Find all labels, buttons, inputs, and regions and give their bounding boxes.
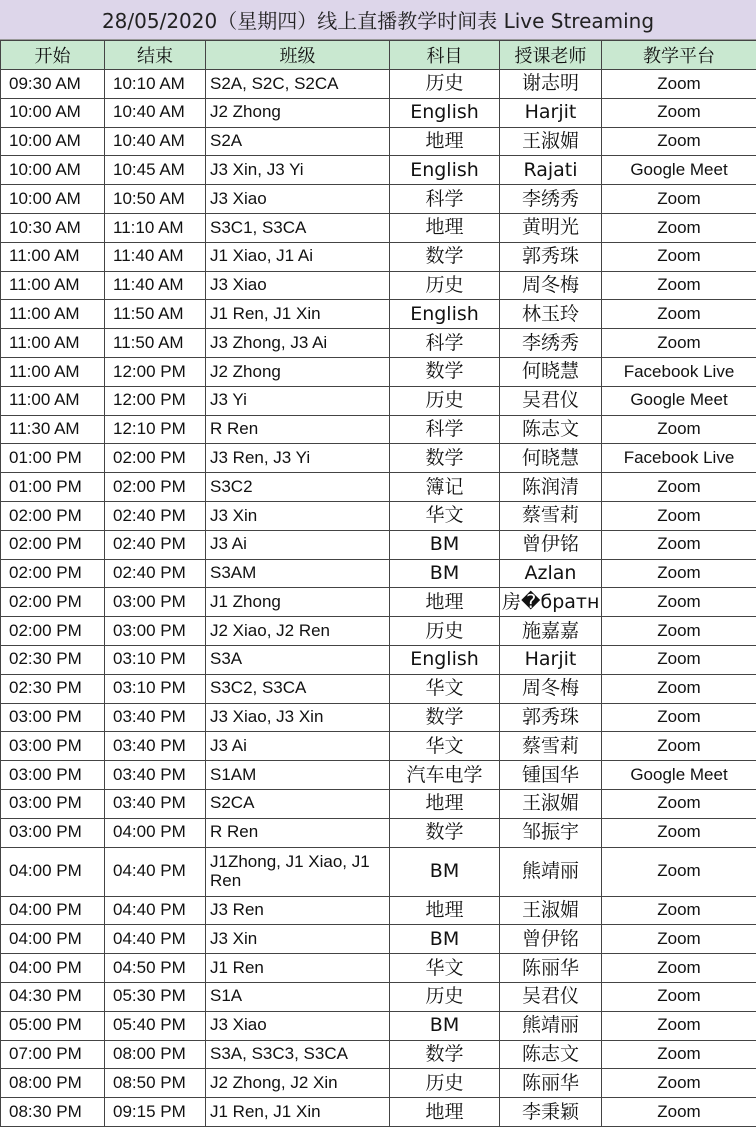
end-time-cell: 03:40 PM xyxy=(105,761,206,790)
table-row xyxy=(1,70,756,99)
header-class: 班级 xyxy=(206,41,390,70)
start-time-cell: 11:00 AM xyxy=(1,357,105,386)
table-row xyxy=(1,415,756,444)
subject-cell: 科学 xyxy=(390,329,500,358)
start-time-cell: 07:00 PM xyxy=(1,1040,105,1069)
platform-cell: Zoom xyxy=(602,530,756,559)
start-time-cell: 04:30 PM xyxy=(1,982,105,1011)
table-row xyxy=(1,444,756,473)
table-row xyxy=(1,156,756,185)
end-time-cell: 03:10 PM xyxy=(105,645,206,674)
subject-cell: 历史 xyxy=(390,1069,500,1098)
subject-cell: English xyxy=(390,98,500,127)
subject-cell: 历史 xyxy=(390,982,500,1011)
class-cell: J3 Ai xyxy=(206,732,390,761)
subject-cell: 地理 xyxy=(390,213,500,242)
platform-cell: Zoom xyxy=(602,271,756,300)
teacher-cell: Rajati xyxy=(500,156,602,185)
table-row xyxy=(1,847,756,896)
table-row xyxy=(1,1011,756,1040)
table-row xyxy=(1,925,756,954)
end-time-cell: 04:40 PM xyxy=(105,847,206,896)
class-cell: J3 Ren, J3 Yi xyxy=(206,444,390,473)
teacher-cell: 谢志明 xyxy=(500,70,602,99)
subject-cell: 数学 xyxy=(390,818,500,847)
start-time-cell: 02:00 PM xyxy=(1,617,105,646)
header-end: 结束 xyxy=(105,41,206,70)
table-row xyxy=(1,271,756,300)
header-platform: 教学平台 xyxy=(602,41,756,70)
subject-cell: English xyxy=(390,645,500,674)
end-time-cell: 08:00 PM xyxy=(105,1040,206,1069)
teacher-cell: 锺国华 xyxy=(500,761,602,790)
start-time-cell: 08:30 PM xyxy=(1,1098,105,1127)
end-time-cell: 04:40 PM xyxy=(105,925,206,954)
subject-cell: BM xyxy=(390,559,500,588)
end-time-cell: 04:00 PM xyxy=(105,818,206,847)
platform-cell: Zoom xyxy=(602,954,756,983)
class-cell: J2 Zhong xyxy=(206,357,390,386)
teacher-cell: 何晓慧 xyxy=(500,357,602,386)
start-time-cell: 10:00 AM xyxy=(1,156,105,185)
start-time-cell: 02:00 PM xyxy=(1,588,105,617)
end-time-cell: 10:10 AM xyxy=(105,70,206,99)
platform-cell: Zoom xyxy=(602,415,756,444)
subject-cell: 历史 xyxy=(390,271,500,300)
table-row xyxy=(1,386,756,415)
subject-cell: 科学 xyxy=(390,185,500,214)
end-time-cell: 03:00 PM xyxy=(105,617,206,646)
teacher-cell: 王淑媚 xyxy=(500,896,602,925)
teacher-cell: Azlan xyxy=(500,559,602,588)
class-cell: S2A, S2C, S2CA xyxy=(206,70,390,99)
teacher-cell: 蔡雪莉 xyxy=(500,501,602,530)
end-time-cell: 04:50 PM xyxy=(105,954,206,983)
teacher-cell: 王淑媚 xyxy=(500,789,602,818)
end-time-cell: 02:40 PM xyxy=(105,530,206,559)
teacher-cell: 李秉颖 xyxy=(500,1098,602,1127)
table-row xyxy=(1,896,756,925)
class-cell: J3 Xiao xyxy=(206,1011,390,1040)
start-time-cell: 02:00 PM xyxy=(1,501,105,530)
start-time-cell: 02:30 PM xyxy=(1,674,105,703)
end-time-cell: 08:50 PM xyxy=(105,1069,206,1098)
table-row xyxy=(1,645,756,674)
class-cell: S1A xyxy=(206,982,390,1011)
platform-cell: Zoom xyxy=(602,213,756,242)
teacher-cell: 熊靖丽 xyxy=(500,1011,602,1040)
teacher-cell: 曾伊铭 xyxy=(500,925,602,954)
subject-cell: BM xyxy=(390,1011,500,1040)
end-time-cell: 05:40 PM xyxy=(105,1011,206,1040)
class-cell: J3 Yi xyxy=(206,386,390,415)
platform-cell: Zoom xyxy=(602,789,756,818)
start-time-cell: 01:00 PM xyxy=(1,444,105,473)
class-cell: J1 Ren, J1 Xin xyxy=(206,300,390,329)
end-time-cell: 10:40 AM xyxy=(105,98,206,127)
table-row xyxy=(1,473,756,502)
end-time-cell: 10:40 AM xyxy=(105,127,206,156)
platform-cell: Zoom xyxy=(602,300,756,329)
table-row xyxy=(1,818,756,847)
subject-cell: 地理 xyxy=(390,896,500,925)
header-row xyxy=(1,41,756,70)
subject-cell: 数学 xyxy=(390,444,500,473)
end-time-cell: 09:15 PM xyxy=(105,1098,206,1127)
class-cell: R Ren xyxy=(206,818,390,847)
page-title: 28/05/2020（星期四）线上直播教学时间表 Live Streaming xyxy=(0,0,756,40)
table-row xyxy=(1,98,756,127)
class-cell: S3C1, S3CA xyxy=(206,213,390,242)
start-time-cell: 08:00 PM xyxy=(1,1069,105,1098)
subject-cell: 历史 xyxy=(390,386,500,415)
platform-cell: Zoom xyxy=(602,185,756,214)
end-time-cell: 12:00 PM xyxy=(105,357,206,386)
class-cell: J3 Xiao, J3 Xin xyxy=(206,703,390,732)
platform-cell: Facebook Live xyxy=(602,357,756,386)
class-cell: J1 Xiao, J1 Ai xyxy=(206,242,390,271)
table-row xyxy=(1,761,756,790)
class-cell: J1 Ren, J1 Xin xyxy=(206,1098,390,1127)
class-cell: R Ren xyxy=(206,415,390,444)
subject-cell: 汽车电学 xyxy=(390,761,500,790)
class-cell: J3 Xin xyxy=(206,501,390,530)
platform-cell: Zoom xyxy=(602,588,756,617)
end-time-cell: 04:40 PM xyxy=(105,896,206,925)
start-time-cell: 11:00 AM xyxy=(1,300,105,329)
platform-cell: Zoom xyxy=(602,1011,756,1040)
platform-cell: Zoom xyxy=(602,925,756,954)
start-time-cell: 01:00 PM xyxy=(1,473,105,502)
teacher-cell: Harjit xyxy=(500,645,602,674)
teacher-cell: 施嘉嘉 xyxy=(500,617,602,646)
end-time-cell: 03:40 PM xyxy=(105,732,206,761)
subject-cell: 华文 xyxy=(390,732,500,761)
start-time-cell: 04:00 PM xyxy=(1,847,105,896)
teacher-cell: 李绣秀 xyxy=(500,185,602,214)
platform-cell: Zoom xyxy=(602,127,756,156)
start-time-cell: 02:00 PM xyxy=(1,559,105,588)
platform-cell: Zoom xyxy=(602,1069,756,1098)
start-time-cell: 05:00 PM xyxy=(1,1011,105,1040)
end-time-cell: 02:40 PM xyxy=(105,501,206,530)
platform-cell: Zoom xyxy=(602,1098,756,1127)
end-time-cell: 03:40 PM xyxy=(105,703,206,732)
start-time-cell: 11:30 AM xyxy=(1,415,105,444)
table-row xyxy=(1,1040,756,1069)
teacher-cell: 吴君仪 xyxy=(500,982,602,1011)
teacher-cell: 陈丽华 xyxy=(500,1069,602,1098)
teacher-cell: 郭秀珠 xyxy=(500,242,602,271)
platform-cell: Google Meet xyxy=(602,156,756,185)
subject-cell: English xyxy=(390,156,500,185)
subject-cell: 数学 xyxy=(390,703,500,732)
teacher-cell: 陈志文 xyxy=(500,415,602,444)
start-time-cell: 11:00 AM xyxy=(1,329,105,358)
start-time-cell: 10:00 AM xyxy=(1,127,105,156)
class-cell: J3 Xin, J3 Yi xyxy=(206,156,390,185)
table-row xyxy=(1,329,756,358)
subject-cell: BM xyxy=(390,530,500,559)
table-row xyxy=(1,982,756,1011)
class-cell: J2 Xiao, J2 Ren xyxy=(206,617,390,646)
teacher-cell: 黄明光 xyxy=(500,213,602,242)
end-time-cell: 05:30 PM xyxy=(105,982,206,1011)
subject-cell: 华文 xyxy=(390,674,500,703)
subject-cell: BM xyxy=(390,925,500,954)
platform-cell: Zoom xyxy=(602,847,756,896)
subject-cell: 地理 xyxy=(390,588,500,617)
teacher-cell: 吴君仪 xyxy=(500,386,602,415)
teacher-cell: 蔡雪莉 xyxy=(500,732,602,761)
platform-cell: Zoom xyxy=(602,559,756,588)
end-time-cell: 12:00 PM xyxy=(105,386,206,415)
start-time-cell: 03:00 PM xyxy=(1,789,105,818)
platform-cell: Zoom xyxy=(602,818,756,847)
class-cell: J2 Zhong xyxy=(206,98,390,127)
platform-cell: Zoom xyxy=(602,732,756,761)
platform-cell: Zoom xyxy=(602,501,756,530)
table-row xyxy=(1,530,756,559)
class-cell: J3 Zhong, J3 Ai xyxy=(206,329,390,358)
table-row xyxy=(1,789,756,818)
class-cell: S3C2 xyxy=(206,473,390,502)
subject-cell: 华文 xyxy=(390,954,500,983)
table-row xyxy=(1,1069,756,1098)
subject-cell: 华文 xyxy=(390,501,500,530)
subject-cell: English xyxy=(390,300,500,329)
teacher-cell: 曾伊铭 xyxy=(500,530,602,559)
platform-cell: Facebook Live xyxy=(602,444,756,473)
table-row xyxy=(1,357,756,386)
subject-cell: 地理 xyxy=(390,127,500,156)
start-time-cell: 10:00 AM xyxy=(1,98,105,127)
teacher-cell: 陈润清 xyxy=(500,473,602,502)
platform-cell: Zoom xyxy=(602,329,756,358)
start-time-cell: 03:00 PM xyxy=(1,761,105,790)
subject-cell: 历史 xyxy=(390,617,500,646)
schedule-table xyxy=(0,40,756,1127)
platform-cell: Zoom xyxy=(602,982,756,1011)
start-time-cell: 10:30 AM xyxy=(1,213,105,242)
end-time-cell: 11:50 AM xyxy=(105,329,206,358)
end-time-cell: 02:00 PM xyxy=(105,444,206,473)
subject-cell: 数学 xyxy=(390,242,500,271)
end-time-cell: 11:10 AM xyxy=(105,213,206,242)
end-time-cell: 11:40 AM xyxy=(105,242,206,271)
end-time-cell: 12:10 PM xyxy=(105,415,206,444)
class-cell: J1Zhong, J1 Xiao, J1 Ren xyxy=(206,847,390,896)
platform-cell: Google Meet xyxy=(602,386,756,415)
class-cell: J3 Xiao xyxy=(206,271,390,300)
end-time-cell: 03:40 PM xyxy=(105,789,206,818)
teacher-cell: 周冬梅 xyxy=(500,674,602,703)
platform-cell: Zoom xyxy=(602,242,756,271)
teacher-cell: 陈志文 xyxy=(500,1040,602,1069)
start-time-cell: 03:00 PM xyxy=(1,732,105,761)
class-cell: S2CA xyxy=(206,789,390,818)
subject-cell: 数学 xyxy=(390,1040,500,1069)
start-time-cell: 04:00 PM xyxy=(1,925,105,954)
subject-cell: 数学 xyxy=(390,357,500,386)
start-time-cell: 03:00 PM xyxy=(1,818,105,847)
table-row xyxy=(1,242,756,271)
class-cell: S2A xyxy=(206,127,390,156)
teacher-cell: 林玉玲 xyxy=(500,300,602,329)
platform-cell: Zoom xyxy=(602,703,756,732)
teacher-cell: 何晓慧 xyxy=(500,444,602,473)
start-time-cell: 03:00 PM xyxy=(1,703,105,732)
start-time-cell: 10:00 AM xyxy=(1,185,105,214)
subject-cell: BM xyxy=(390,847,500,896)
header-start: 开始 xyxy=(1,41,105,70)
class-cell: J1 Zhong xyxy=(206,588,390,617)
end-time-cell: 11:50 AM xyxy=(105,300,206,329)
table-row xyxy=(1,703,756,732)
teacher-cell: 熊靖丽 xyxy=(500,847,602,896)
class-cell: J3 Ren xyxy=(206,896,390,925)
end-time-cell: 10:45 AM xyxy=(105,156,206,185)
teacher-cell: 李绣秀 xyxy=(500,329,602,358)
platform-cell: Zoom xyxy=(602,473,756,502)
start-time-cell: 04:00 PM xyxy=(1,896,105,925)
table-row xyxy=(1,300,756,329)
end-time-cell: 11:40 AM xyxy=(105,271,206,300)
table-row xyxy=(1,954,756,983)
teacher-cell: 周冬梅 xyxy=(500,271,602,300)
table-row xyxy=(1,501,756,530)
class-cell: S3AM xyxy=(206,559,390,588)
class-cell: J3 Ai xyxy=(206,530,390,559)
platform-cell: Zoom xyxy=(602,645,756,674)
subject-cell: 簿记 xyxy=(390,473,500,502)
table-row xyxy=(1,588,756,617)
platform-cell: Zoom xyxy=(602,98,756,127)
subject-cell: 历史 xyxy=(390,70,500,99)
platform-cell: Zoom xyxy=(602,617,756,646)
teacher-cell: 陈丽华 xyxy=(500,954,602,983)
end-time-cell: 03:00 PM xyxy=(105,588,206,617)
platform-cell: Zoom xyxy=(602,70,756,99)
start-time-cell: 09:30 AM xyxy=(1,70,105,99)
teacher-cell: 郭秀珠 xyxy=(500,703,602,732)
platform-cell: Zoom xyxy=(602,1040,756,1069)
class-cell: S3A, S3C3, S3CA xyxy=(206,1040,390,1069)
table-row xyxy=(1,185,756,214)
table-row xyxy=(1,732,756,761)
class-cell: S3C2, S3CA xyxy=(206,674,390,703)
end-time-cell: 03:10 PM xyxy=(105,674,206,703)
table-row xyxy=(1,127,756,156)
start-time-cell: 11:00 AM xyxy=(1,242,105,271)
table-row xyxy=(1,617,756,646)
subject-cell: 地理 xyxy=(390,1098,500,1127)
class-cell: S3A xyxy=(206,645,390,674)
subject-cell: 科学 xyxy=(390,415,500,444)
teacher-cell: 邹振宇 xyxy=(500,818,602,847)
class-cell: J3 Xiao xyxy=(206,185,390,214)
table-row xyxy=(1,1098,756,1127)
end-time-cell: 10:50 AM xyxy=(105,185,206,214)
table-row xyxy=(1,674,756,703)
platform-cell: Google Meet xyxy=(602,761,756,790)
header-teacher: 授课老师 xyxy=(500,41,602,70)
table-row xyxy=(1,213,756,242)
start-time-cell: 11:00 AM xyxy=(1,271,105,300)
class-cell: S1AM xyxy=(206,761,390,790)
class-cell: J3 Xin xyxy=(206,925,390,954)
end-time-cell: 02:40 PM xyxy=(105,559,206,588)
platform-cell: Zoom xyxy=(602,896,756,925)
header-subject: 科目 xyxy=(390,41,500,70)
start-time-cell: 02:00 PM xyxy=(1,530,105,559)
start-time-cell: 11:00 AM xyxy=(1,386,105,415)
table-row xyxy=(1,559,756,588)
class-cell: J1 Ren xyxy=(206,954,390,983)
teacher-cell: 房�братн xyxy=(500,588,602,617)
class-cell: J2 Zhong, J2 Xin xyxy=(206,1069,390,1098)
subject-cell: 地理 xyxy=(390,789,500,818)
start-time-cell: 04:00 PM xyxy=(1,954,105,983)
start-time-cell: 02:30 PM xyxy=(1,645,105,674)
end-time-cell: 02:00 PM xyxy=(105,473,206,502)
platform-cell: Zoom xyxy=(602,674,756,703)
teacher-cell: 王淑媚 xyxy=(500,127,602,156)
teacher-cell: Harjit xyxy=(500,98,602,127)
